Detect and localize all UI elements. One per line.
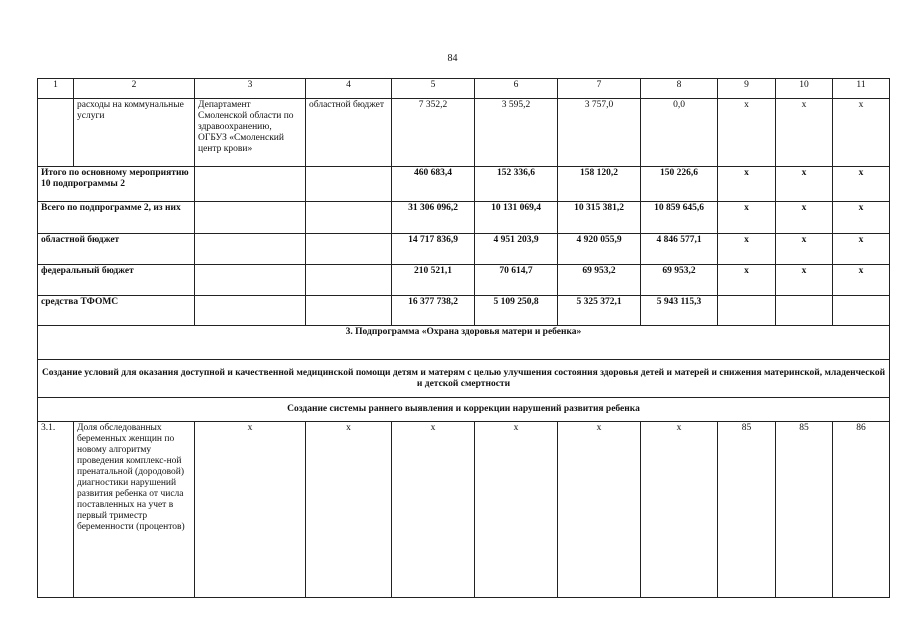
- row-number: 3.1.: [38, 422, 74, 598]
- value-cell: 150 226,6: [641, 167, 718, 202]
- value-cell: 86: [833, 422, 890, 598]
- table-row-tfoms: [38, 296, 890, 326]
- task-text: Создание системы раннего выявления и коррекции нарушений развития ребенка: [38, 398, 890, 422]
- value-cell: 14 717 836,9: [392, 234, 475, 265]
- value-cell: x: [833, 99, 890, 167]
- column-number: 7: [558, 79, 641, 99]
- section-row: [38, 326, 890, 360]
- value-cell: x: [392, 422, 475, 598]
- value-cell: x: [833, 265, 890, 296]
- value-cell: x: [718, 202, 776, 234]
- value-cell: 31 306 096,2: [392, 202, 475, 234]
- column-number: 11: [833, 79, 890, 99]
- value-cell: x: [718, 234, 776, 265]
- executor: Департамент Смоленской области по здравоохранению, ОГБУЗ «Смоленский центр крови»: [195, 99, 306, 167]
- value-cell: 5 943 115,3: [641, 296, 718, 326]
- value-cell: 4 920 055,9: [558, 234, 641, 265]
- column-number: 3: [195, 79, 306, 99]
- value-cell: 85: [718, 422, 776, 598]
- table-row-3-1: [38, 422, 890, 598]
- value-cell: 10 315 381,2: [558, 202, 641, 234]
- column-number: 1: [38, 79, 74, 99]
- row-name: средства ТФОМС: [38, 296, 195, 326]
- task-row: [38, 398, 890, 422]
- value-cell: 69 953,2: [641, 265, 718, 296]
- row-name: областной бюджет: [38, 234, 195, 265]
- value-cell: x: [833, 167, 890, 202]
- budget-table: [37, 78, 890, 598]
- value-cell: 460 683,4: [392, 167, 475, 202]
- value-cell: x: [718, 265, 776, 296]
- section-title: 3. Подпрограмма «Охрана здоровья матери и ребенка»: [38, 326, 890, 360]
- value-cell: x: [776, 202, 833, 234]
- value-cell: x: [306, 422, 392, 598]
- value-cell: x: [776, 99, 833, 167]
- value-cell: 5 325 372,1: [558, 296, 641, 326]
- value-cell: x: [475, 422, 558, 598]
- value-cell: 10 131 069,4: [475, 202, 558, 234]
- funding-source: областной бюджет: [306, 99, 392, 167]
- value-cell: 7 352,2: [392, 99, 475, 167]
- value-cell: 69 953,2: [558, 265, 641, 296]
- value-cell: 10 859 645,6: [641, 202, 718, 234]
- value-cell: x: [833, 202, 890, 234]
- value-cell: x: [641, 422, 718, 598]
- value-cell: 3 595,2: [475, 99, 558, 167]
- value-cell: x: [718, 167, 776, 202]
- table-row-total-event10: [38, 167, 890, 202]
- value-cell: x: [776, 167, 833, 202]
- value-cell: 210 521,1: [392, 265, 475, 296]
- column-number: 2: [74, 79, 195, 99]
- table-row-regional: [38, 234, 890, 265]
- value-cell: 4 951 203,9: [475, 234, 558, 265]
- value-cell: 158 120,2: [558, 167, 641, 202]
- page-number: 84: [447, 53, 458, 64]
- value-cell: x: [195, 422, 306, 598]
- value-cell: 16 377 738,2: [392, 296, 475, 326]
- value-cell: 5 109 250,8: [475, 296, 558, 326]
- goal-row: [38, 360, 890, 398]
- value-cell: 152 336,6: [475, 167, 558, 202]
- table-row-total-sub2: [38, 202, 890, 234]
- value-cell: 70 614,7: [475, 265, 558, 296]
- column-number: 8: [641, 79, 718, 99]
- row-name: Итого по основному мероприятию 10 подпрограммы 2: [38, 167, 195, 202]
- column-number: 9: [718, 79, 776, 99]
- column-number: 10: [776, 79, 833, 99]
- value-cell: x: [558, 422, 641, 598]
- goal-text: Создание условий для оказания доступной и качественной медицинской помощи детям и матерям с целью улучшения состояния здоровья детей и матерей и снижения материнской, младенческой и детской смертности: [38, 360, 890, 398]
- column-number-row: [38, 79, 890, 99]
- value-cell: x: [776, 234, 833, 265]
- row-name: расходы на коммунальные услуги: [74, 99, 195, 167]
- row-name: Доля обследованных беременных женщин по новому алгоритму проведения комплекс-ной пренатальной (дородовой) диагностики нарушений развития ребенка от числа поставленных на учет в первый триместр беременности (процентов): [74, 422, 195, 598]
- value-cell: x: [718, 99, 776, 167]
- value-cell: 0,0: [641, 99, 718, 167]
- row-name: Всего по подпрограмме 2, из них: [38, 202, 195, 234]
- value-cell: 3 757,0: [558, 99, 641, 167]
- value-cell: x: [833, 234, 890, 265]
- table-row-utilities: [38, 99, 890, 167]
- value-cell: 4 846 577,1: [641, 234, 718, 265]
- column-number: 4: [306, 79, 392, 99]
- value-cell: x: [776, 265, 833, 296]
- value-cell: 85: [776, 422, 833, 598]
- table-row-federal: [38, 265, 890, 296]
- column-number: 5: [392, 79, 475, 99]
- column-number: 6: [475, 79, 558, 99]
- row-name: федеральный бюджет: [38, 265, 195, 296]
